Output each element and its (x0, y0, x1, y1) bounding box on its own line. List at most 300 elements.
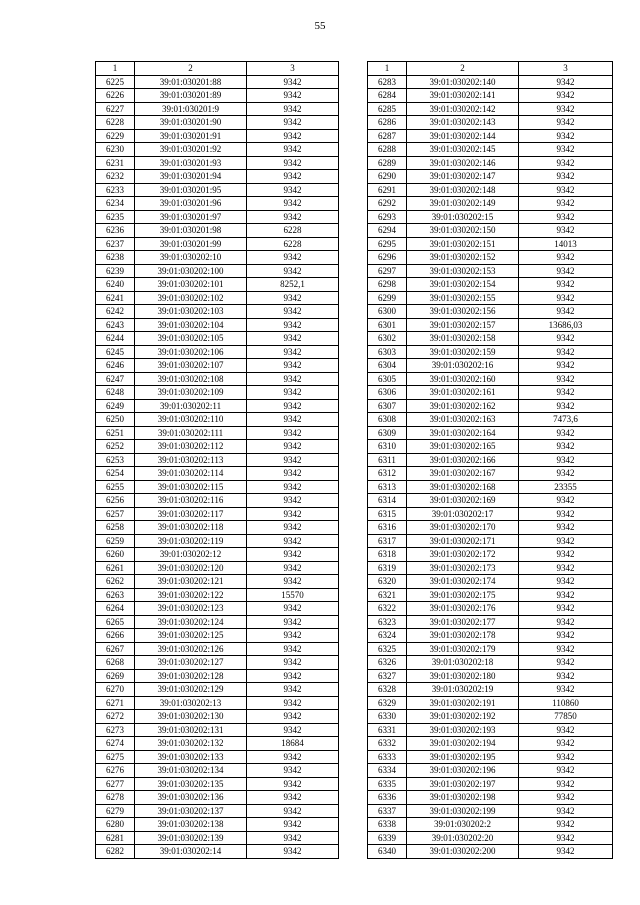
row-number-cell: 6274 (96, 737, 135, 751)
cadastral-number-cell: 39:01:030202:113 (135, 453, 247, 467)
cadastral-number-cell: 39:01:030202:17 (407, 507, 519, 521)
row-number-cell: 6317 (368, 534, 407, 548)
row-number-cell: 6280 (96, 818, 135, 832)
value-cell: 9342 (519, 102, 613, 116)
cadastral-number-cell: 39:01:030201:96 (135, 197, 247, 211)
table-body-left (96, 62, 339, 859)
row-number-cell: 6294 (368, 224, 407, 238)
cadastral-number-cell: 39:01:030201:94 (135, 170, 247, 184)
value-cell: 6228 (247, 237, 339, 251)
cadastral-number-cell: 39:01:030202:11 (135, 399, 247, 413)
cadastral-number-cell: 39:01:030202:160 (407, 372, 519, 386)
row-number-cell: 6275 (96, 750, 135, 764)
cadastral-number-cell: 39:01:030202:171 (407, 534, 519, 548)
cadastral-number-cell: 39:01:030201:89 (135, 89, 247, 103)
row-number-cell: 6287 (368, 129, 407, 143)
cadastral-number-cell: 39:01:030202:126 (135, 642, 247, 656)
value-cell: 9342 (247, 818, 339, 832)
table-row (368, 251, 613, 265)
row-number-cell: 6263 (96, 588, 135, 602)
value-cell: 9342 (519, 156, 613, 170)
cadastral-number-cell: 39:01:030202:154 (407, 278, 519, 292)
value-cell: 9342 (519, 75, 613, 89)
table-row (96, 710, 339, 724)
table-row (96, 494, 339, 508)
cadastral-number-cell: 39:01:030201:90 (135, 116, 247, 130)
row-number-cell: 6279 (96, 804, 135, 818)
cadastral-number-cell: 39:01:030201:95 (135, 183, 247, 197)
value-cell: 9342 (519, 453, 613, 467)
table-row (368, 264, 613, 278)
row-number-cell: 6245 (96, 345, 135, 359)
table-row (96, 507, 339, 521)
table-row (96, 750, 339, 764)
value-cell: 9342 (247, 251, 339, 265)
table-row (96, 143, 339, 157)
cadastral-number-cell: 39:01:030202:156 (407, 305, 519, 319)
row-number-cell: 6276 (96, 764, 135, 778)
row-number-cell: 6290 (368, 170, 407, 184)
value-cell: 14013 (519, 237, 613, 251)
value-cell: 9342 (247, 764, 339, 778)
cadastral-number-cell: 39:01:030202:112 (135, 440, 247, 454)
row-number-cell: 6307 (368, 399, 407, 413)
value-cell: 9342 (247, 548, 339, 562)
table-row (368, 426, 613, 440)
cadastral-number-cell: 39:01:030202:178 (407, 629, 519, 643)
cadastral-number-cell: 39:01:030201:88 (135, 75, 247, 89)
table-row (96, 467, 339, 481)
register-table-left (95, 61, 339, 859)
cadastral-number-cell: 39:01:030202:111 (135, 426, 247, 440)
table-row (96, 534, 339, 548)
row-number-cell: 6273 (96, 723, 135, 737)
row-number-cell: 6311 (368, 453, 407, 467)
value-cell: 9342 (519, 345, 613, 359)
table-row (96, 804, 339, 818)
cadastral-number-cell: 39:01:030202:192 (407, 710, 519, 724)
row-number-cell: 6301 (368, 318, 407, 332)
cadastral-number-cell: 39:01:030202:2 (407, 818, 519, 832)
value-cell: 9342 (247, 183, 339, 197)
value-cell: 9342 (519, 845, 613, 859)
cadastral-number-cell: 39:01:030202:114 (135, 467, 247, 481)
cadastral-number-cell: 39:01:030201:98 (135, 224, 247, 238)
row-number-cell: 6231 (96, 156, 135, 170)
row-number-cell: 6295 (368, 237, 407, 251)
cadastral-number-cell: 39:01:030202:145 (407, 143, 519, 157)
row-number-cell: 6246 (96, 359, 135, 373)
table-row (368, 116, 613, 130)
row-number-cell: 6235 (96, 210, 135, 224)
row-number-cell: 6267 (96, 642, 135, 656)
row-number-cell: 6277 (96, 777, 135, 791)
value-cell: 9342 (519, 264, 613, 278)
row-number-cell: 6248 (96, 386, 135, 400)
value-cell: 9342 (247, 615, 339, 629)
row-number-cell: 6250 (96, 413, 135, 427)
value-cell: 15570 (247, 588, 339, 602)
cadastral-number-cell: 39:01:030202:127 (135, 656, 247, 670)
table-row (96, 453, 339, 467)
table-row (96, 156, 339, 170)
row-number-cell: 6300 (368, 305, 407, 319)
value-cell: 9342 (247, 507, 339, 521)
row-number-cell: 6309 (368, 426, 407, 440)
cadastral-number-cell: 39:01:030202:119 (135, 534, 247, 548)
row-number-cell: 6228 (96, 116, 135, 130)
cadastral-number-cell: 39:01:030202:147 (407, 170, 519, 184)
table-body-right (368, 62, 613, 859)
row-number-cell: 6336 (368, 791, 407, 805)
value-cell: 9342 (247, 318, 339, 332)
cadastral-number-cell: 39:01:030202:170 (407, 521, 519, 535)
table-row (96, 372, 339, 386)
row-number-cell: 6247 (96, 372, 135, 386)
cadastral-number-cell: 39:01:030202:103 (135, 305, 247, 319)
value-cell: 9342 (519, 642, 613, 656)
cadastral-number-cell: 39:01:030202:108 (135, 372, 247, 386)
row-number-cell: 6322 (368, 602, 407, 616)
cadastral-number-cell: 39:01:030202:177 (407, 615, 519, 629)
table-row (96, 845, 339, 859)
cadastral-number-cell: 39:01:030201:91 (135, 129, 247, 143)
table-row (96, 237, 339, 251)
row-number-cell: 6233 (96, 183, 135, 197)
row-number-cell: 6281 (96, 831, 135, 845)
value-cell: 9342 (519, 89, 613, 103)
value-cell: 13686,03 (519, 318, 613, 332)
cadastral-number-cell: 39:01:030202:100 (135, 264, 247, 278)
table-row (96, 89, 339, 103)
table-row (368, 602, 613, 616)
table-row (368, 440, 613, 454)
table-row (368, 575, 613, 589)
cadastral-number-cell: 39:01:030202:163 (407, 413, 519, 427)
row-number-cell: 6236 (96, 224, 135, 238)
table-row (368, 210, 613, 224)
value-cell: 9342 (247, 116, 339, 130)
value-cell: 9342 (247, 480, 339, 494)
cadastral-number-cell: 39:01:030202:107 (135, 359, 247, 373)
value-cell: 9342 (519, 291, 613, 305)
table-row (368, 237, 613, 251)
row-number-cell: 6256 (96, 494, 135, 508)
value-cell: 9342 (247, 696, 339, 710)
value-cell: 9342 (519, 116, 613, 130)
table-row (368, 89, 613, 103)
row-number-cell: 6283 (368, 75, 407, 89)
value-cell: 9342 (247, 291, 339, 305)
table-row (368, 683, 613, 697)
table-row (368, 750, 613, 764)
value-cell: 8252,1 (247, 278, 339, 292)
row-number-cell: 6299 (368, 291, 407, 305)
value-cell: 9342 (519, 170, 613, 184)
row-number-cell: 6308 (368, 413, 407, 427)
table-row (368, 561, 613, 575)
row-number-cell: 6269 (96, 669, 135, 683)
cadastral-number-cell: 39:01:030202:157 (407, 318, 519, 332)
value-cell: 9342 (247, 359, 339, 373)
cadastral-number-cell: 39:01:030202:197 (407, 777, 519, 791)
cadastral-number-cell: 39:01:030202:169 (407, 494, 519, 508)
table-row (368, 548, 613, 562)
row-number-cell: 6312 (368, 467, 407, 481)
row-number-cell: 6270 (96, 683, 135, 697)
table-row (368, 696, 613, 710)
row-number-cell: 6291 (368, 183, 407, 197)
table-row (96, 426, 339, 440)
table-row (96, 264, 339, 278)
table-row (96, 210, 339, 224)
row-number-cell: 6243 (96, 318, 135, 332)
cadastral-number-cell: 39:01:030202:102 (135, 291, 247, 305)
table-row (368, 372, 613, 386)
cadastral-number-cell: 39:01:030202:180 (407, 669, 519, 683)
table-row (96, 170, 339, 184)
cadastral-number-cell: 39:01:030202:165 (407, 440, 519, 454)
row-number-cell: 6227 (96, 102, 135, 116)
row-number-cell: 6226 (96, 89, 135, 103)
table-row (96, 278, 339, 292)
table-row (368, 764, 613, 778)
cadastral-number-cell: 39:01:030202:121 (135, 575, 247, 589)
row-number-cell: 6334 (368, 764, 407, 778)
value-cell: 9342 (247, 156, 339, 170)
row-number-cell: 6298 (368, 278, 407, 292)
cadastral-number-cell: 39:01:030202:195 (407, 750, 519, 764)
value-cell: 9342 (247, 386, 339, 400)
row-number-cell: 6327 (368, 669, 407, 683)
value-cell: 9342 (519, 777, 613, 791)
cadastral-number-cell: 39:01:030202:150 (407, 224, 519, 238)
table-row (368, 507, 613, 521)
table-row (96, 575, 339, 589)
cadastral-number-cell: 39:01:030202:153 (407, 264, 519, 278)
cadastral-number-cell: 39:01:030202:139 (135, 831, 247, 845)
cadastral-number-cell: 39:01:030202:105 (135, 332, 247, 346)
value-cell: 9342 (519, 197, 613, 211)
cadastral-number-cell: 39:01:030202:135 (135, 777, 247, 791)
value-cell: 9342 (247, 102, 339, 116)
value-cell: 9342 (247, 372, 339, 386)
value-cell: 9342 (519, 251, 613, 265)
table-row (96, 737, 339, 751)
value-cell: 9342 (519, 183, 613, 197)
value-cell: 9342 (247, 629, 339, 643)
value-cell: 9342 (519, 804, 613, 818)
cadastral-number-cell: 39:01:030202:173 (407, 561, 519, 575)
row-number-cell: 6329 (368, 696, 407, 710)
value-cell: 9342 (519, 278, 613, 292)
table-row (368, 75, 613, 89)
value-cell: 9342 (519, 575, 613, 589)
row-number-cell: 6333 (368, 750, 407, 764)
table-row (368, 413, 613, 427)
value-cell: 9342 (247, 575, 339, 589)
table-row (368, 129, 613, 143)
cadastral-number-cell: 39:01:030202:19 (407, 683, 519, 697)
table-row (368, 818, 613, 832)
table-row (96, 629, 339, 643)
cadastral-number-cell: 39:01:030202:131 (135, 723, 247, 737)
value-cell: 9342 (247, 426, 339, 440)
table-row (368, 629, 613, 643)
value-cell: 9342 (247, 399, 339, 413)
row-number-cell: 6240 (96, 278, 135, 292)
table-row (368, 480, 613, 494)
table-row (96, 480, 339, 494)
row-number-cell: 6303 (368, 345, 407, 359)
value-cell: 9342 (519, 224, 613, 238)
row-number-cell: 6265 (96, 615, 135, 629)
table-row (368, 845, 613, 859)
row-number-cell: 6272 (96, 710, 135, 724)
cadastral-number-cell: 39:01:030202:159 (407, 345, 519, 359)
value-cell: 18684 (247, 737, 339, 751)
row-number-cell: 6229 (96, 129, 135, 143)
table-row (368, 399, 613, 413)
cadastral-number-cell: 39:01:030202:166 (407, 453, 519, 467)
table-row (368, 318, 613, 332)
table-row (368, 224, 613, 238)
table-row (368, 669, 613, 683)
table-row (96, 305, 339, 319)
table-row (96, 129, 339, 143)
cadastral-number-cell: 39:01:030202:109 (135, 386, 247, 400)
cadastral-number-cell: 39:01:030202:148 (407, 183, 519, 197)
table-row (96, 642, 339, 656)
value-cell: 9342 (247, 170, 339, 184)
register-table-right (367, 61, 613, 859)
column-header-2: 2 (135, 62, 247, 76)
row-number-cell: 6296 (368, 251, 407, 265)
cadastral-number-cell: 39:01:030202:179 (407, 642, 519, 656)
table-row (96, 75, 339, 89)
value-cell: 9342 (519, 372, 613, 386)
cadastral-number-cell: 39:01:030202:141 (407, 89, 519, 103)
cadastral-number-cell: 39:01:030202:20 (407, 831, 519, 845)
row-number-cell: 6238 (96, 251, 135, 265)
table-row (368, 642, 613, 656)
column-header-1: 1 (368, 62, 407, 76)
value-cell: 9342 (247, 791, 339, 805)
value-cell: 9342 (519, 737, 613, 751)
table-row (96, 386, 339, 400)
table-row (96, 440, 339, 454)
cadastral-number-cell: 39:01:030202:155 (407, 291, 519, 305)
table-row (96, 332, 339, 346)
value-cell: 110860 (519, 696, 613, 710)
row-number-cell: 6302 (368, 332, 407, 346)
column-header-3: 3 (519, 62, 613, 76)
cadastral-number-cell: 39:01:030202:123 (135, 602, 247, 616)
cadastral-number-cell: 39:01:030202:172 (407, 548, 519, 562)
row-number-cell: 6255 (96, 480, 135, 494)
table-row (96, 116, 339, 130)
cadastral-number-cell: 39:01:030202:164 (407, 426, 519, 440)
table-row (368, 102, 613, 116)
row-number-cell: 6325 (368, 642, 407, 656)
cadastral-number-cell: 39:01:030202:140 (407, 75, 519, 89)
table-row (96, 561, 339, 575)
cadastral-number-cell: 39:01:030202:133 (135, 750, 247, 764)
table-row (96, 399, 339, 413)
row-number-cell: 6321 (368, 588, 407, 602)
table-row (96, 777, 339, 791)
value-cell: 9342 (519, 386, 613, 400)
table-row (96, 183, 339, 197)
value-cell: 9342 (519, 615, 613, 629)
table-row (96, 764, 339, 778)
row-number-cell: 6318 (368, 548, 407, 562)
row-number-cell: 6306 (368, 386, 407, 400)
row-number-cell: 6249 (96, 399, 135, 413)
row-number-cell: 6244 (96, 332, 135, 346)
row-number-cell: 6258 (96, 521, 135, 535)
value-cell: 9342 (519, 723, 613, 737)
row-number-cell: 6239 (96, 264, 135, 278)
table-row (368, 723, 613, 737)
row-number-cell: 6305 (368, 372, 407, 386)
value-cell: 9342 (247, 75, 339, 89)
cadastral-number-cell: 39:01:030202:134 (135, 764, 247, 778)
table-row (368, 332, 613, 346)
value-cell: 9342 (519, 210, 613, 224)
cadastral-number-cell: 39:01:030202:149 (407, 197, 519, 211)
cadastral-number-cell: 39:01:030202:132 (135, 737, 247, 751)
value-cell: 9342 (247, 804, 339, 818)
cadastral-number-cell: 39:01:030202:125 (135, 629, 247, 643)
row-number-cell: 6335 (368, 777, 407, 791)
cadastral-number-cell: 39:01:030201:9 (135, 102, 247, 116)
table-row (368, 494, 613, 508)
row-number-cell: 6338 (368, 818, 407, 832)
value-cell: 9342 (519, 534, 613, 548)
value-cell: 9342 (519, 764, 613, 778)
row-number-cell: 6332 (368, 737, 407, 751)
value-cell: 9342 (247, 777, 339, 791)
value-cell: 9342 (519, 507, 613, 521)
row-number-cell: 6262 (96, 575, 135, 589)
table-row (368, 804, 613, 818)
value-cell: 9342 (247, 642, 339, 656)
cadastral-number-cell: 39:01:030202:143 (407, 116, 519, 130)
cadastral-number-cell: 39:01:030202:124 (135, 615, 247, 629)
table-row (96, 818, 339, 832)
cadastral-number-cell: 39:01:030202:13 (135, 696, 247, 710)
table-row (96, 683, 339, 697)
table-row (368, 777, 613, 791)
value-cell: 9342 (247, 453, 339, 467)
value-cell: 9342 (247, 440, 339, 454)
table-row (96, 588, 339, 602)
row-number-cell: 6326 (368, 656, 407, 670)
cadastral-number-cell: 39:01:030201:99 (135, 237, 247, 251)
row-number-cell: 6230 (96, 143, 135, 157)
table-row (96, 224, 339, 238)
value-cell: 9342 (247, 521, 339, 535)
row-number-cell: 6286 (368, 116, 407, 130)
cadastral-number-cell: 39:01:030202:198 (407, 791, 519, 805)
value-cell: 6228 (247, 224, 339, 238)
cadastral-number-cell: 39:01:030202:128 (135, 669, 247, 683)
row-number-cell: 6339 (368, 831, 407, 845)
value-cell: 9342 (247, 89, 339, 103)
cadastral-number-cell: 39:01:030202:191 (407, 696, 519, 710)
table-row (96, 548, 339, 562)
